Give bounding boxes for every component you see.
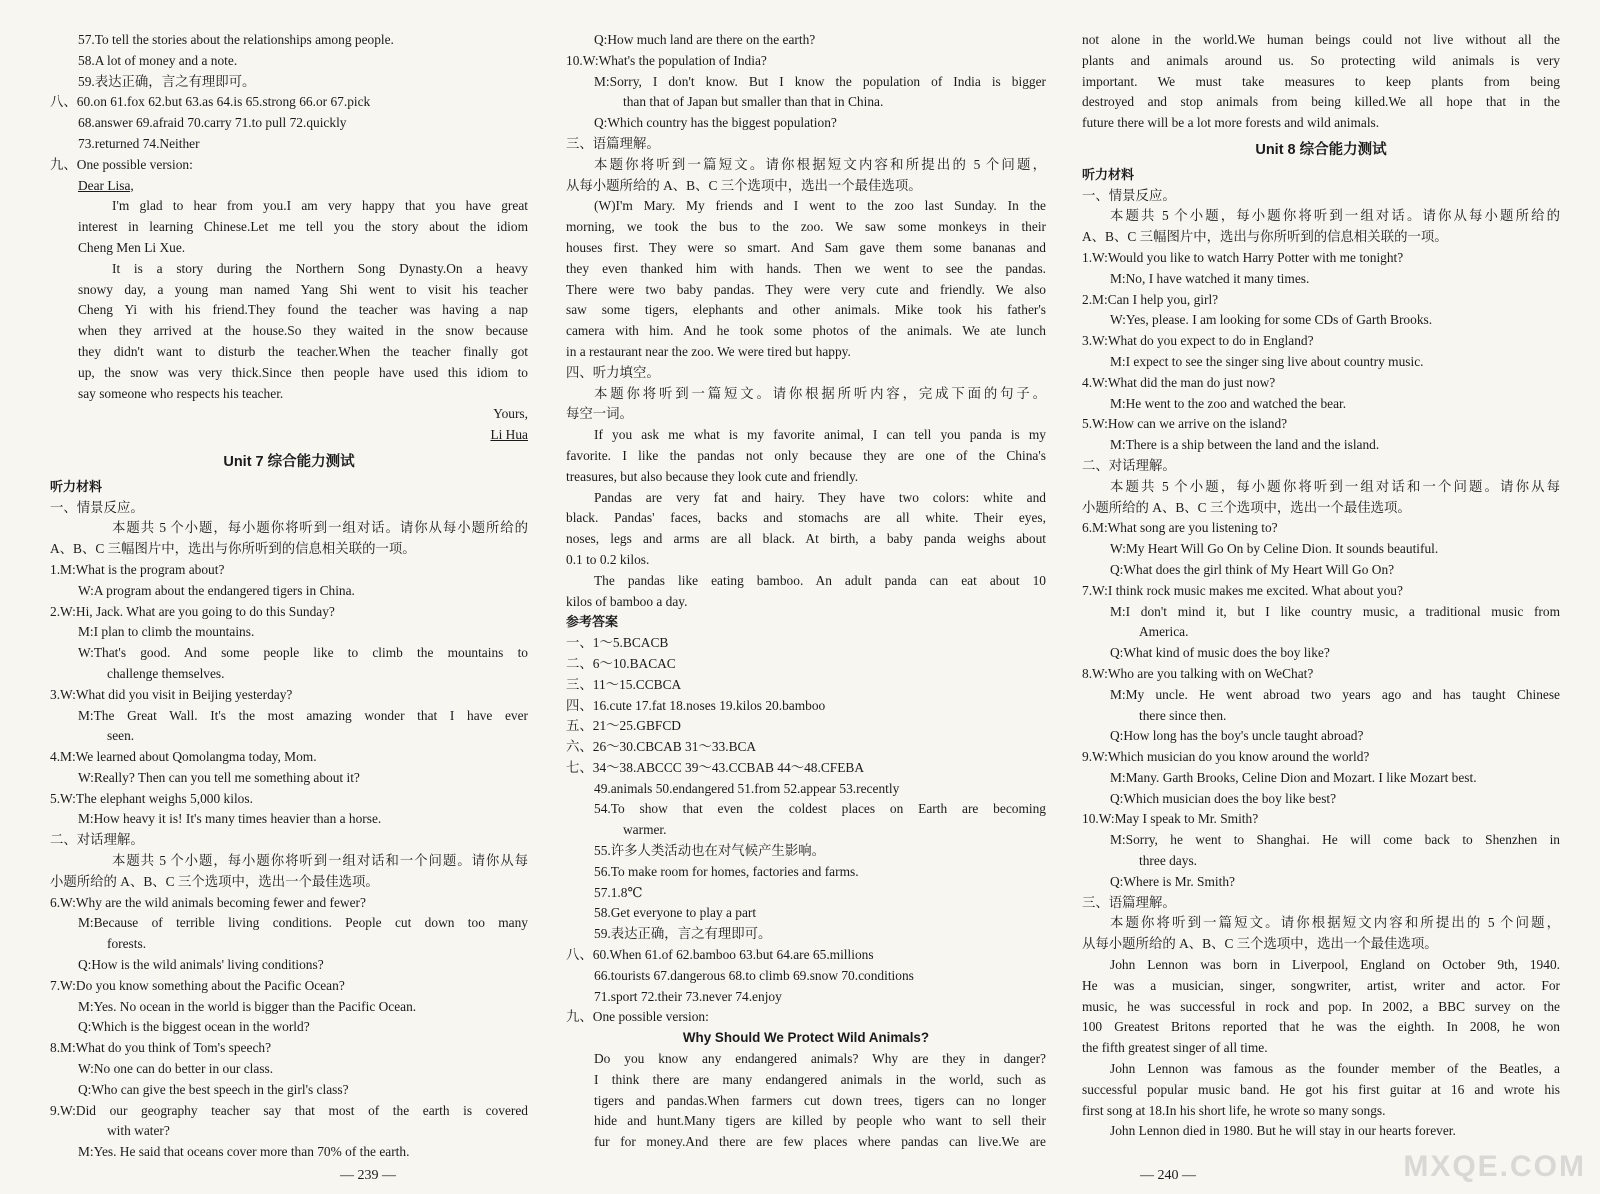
text-line: 本题共 5 个小题，每小题你将听到一组对话和一个问题。请你从每 xyxy=(112,853,528,869)
text-line: A、B、C 三幅图片中，选出与你所听到的信息相关联的一项。 xyxy=(50,541,416,557)
text-line: Q:How is the wild animals' living conditions? xyxy=(78,957,324,973)
text-line: 八、60.on 61.fox 62.but 63.as 64.is 65.strong 66.or 67.pick xyxy=(50,94,371,110)
text-line: M:He went to the zoo and watched the bear. xyxy=(1110,395,1347,411)
text-line: W:No one can do better in our class. xyxy=(78,1061,274,1077)
text-line: noses, legs and arms are all black. At birth, a baby panda weighs about xyxy=(566,531,1046,547)
text-line: 7.W:Do you know something about the Pacific Ocean? xyxy=(50,977,345,993)
text-line: 54.To show that even the coldest places on Earth are becoming xyxy=(594,801,1046,817)
text-line: seen. xyxy=(107,728,135,744)
text-line: 听力材料 xyxy=(50,478,103,494)
text-line: 九、One possible version: xyxy=(50,156,193,172)
text-line: first song at 18.In his short life, he wrote so many songs. xyxy=(1082,1102,1386,1118)
text-line: 49.animals 50.endangered 51.from 52.appear 53.recently xyxy=(594,780,900,796)
text-line: than that of Japan but smaller than that in China. xyxy=(623,94,884,110)
text-line: W:That's good. And some people like to climb the mountains to xyxy=(78,645,528,661)
text-line: 四、16.cute 17.fat 18.noses 19.kilos 20.bamboo xyxy=(566,697,826,713)
text-line: 2.M:Can I help you, girl? xyxy=(1082,291,1219,307)
page-number-right: — 240 — xyxy=(1140,1168,1196,1183)
text-line: Q:What does the girl think of My Heart Will Go On? xyxy=(1110,561,1395,577)
text-line: 6.M:What song are you listening to? xyxy=(1082,520,1278,536)
text-line: plants and animals around us. So protecting wild animals is very xyxy=(1082,52,1560,68)
text-line: 8.W:Who are you talking with on WeChat? xyxy=(1082,665,1314,681)
text-line: 3.W:What did you visit in Beijing yesterday? xyxy=(50,686,293,702)
text-line: when they arrived at the house.So they waited in the snow because xyxy=(78,323,528,339)
text-line: 本题共 5 个小题，每小题你将听到一组对话。请你从每小题所给的 xyxy=(112,520,528,536)
text-line: 73.returned 74.Neither xyxy=(78,135,200,151)
text-line: important. We must take measures to keep plants from being xyxy=(1082,73,1560,89)
text-line: 二、6～10.BACAC xyxy=(566,655,676,671)
text-line: 从每小题所给的 A、B、C 三个选项中，选出一个最佳选项。 xyxy=(566,177,922,193)
text-line: 本题共 5 个小题，每小题你将听到一组对话和一个问题。请你从每 xyxy=(1110,478,1560,494)
text-line: 57.1.8℃ xyxy=(594,884,643,900)
text-line: Cheng Yi with his friend.They found the teacher was having a nap xyxy=(78,302,528,318)
text-line: 6.W:Why are the wild animals becoming fewer and fewer? xyxy=(50,894,366,910)
text-line: W:A program about the endangered tigers in China. xyxy=(78,582,355,598)
text-line: 4.M:We learned about Qomolangma today, Mom. xyxy=(50,749,317,765)
watermark-logo: MXQE.COM xyxy=(1403,1150,1586,1183)
text-line: M:I don't mind it, but I like country music, a traditional music from xyxy=(1110,603,1560,619)
text-line: Q:How long has the boy's uncle taught abroad? xyxy=(1110,728,1364,744)
text-line: Do you know any endangered animals? Why are they in danger? xyxy=(594,1051,1046,1067)
text-line: Q:Where is Mr. Smith? xyxy=(1110,873,1235,889)
text-line: 本题共 5 个小题，每小题你将听到一组对话。请你从每小题所给的 xyxy=(1110,208,1560,224)
text-line: I'm glad to hear from you.I am very happy that you have great xyxy=(112,198,528,214)
text-line: Dear Lisa, xyxy=(78,177,134,193)
text-line: morning, we took the bus to the zoo. We saw some monkeys in their xyxy=(566,219,1046,235)
text-line: houses first. They were so smart. And Sam gave them some bananas and xyxy=(566,239,1046,255)
column-right xyxy=(1082,30,1560,1142)
text-line: John Lennon was famous as the founder member of the Beatles, a xyxy=(1110,1061,1560,1077)
text-line: say someone who respects his teacher. xyxy=(78,385,284,401)
text-line: He was a musician, singer, songwriter, artist, writer and actor. For xyxy=(1082,977,1560,993)
text-line: 本题你将听到一篇短文。请你根据短文内容和所提出的 5 个问题， xyxy=(594,156,1046,172)
text-line: Unit 7 综合能力测试 xyxy=(223,453,355,470)
text-line: M:Because of terrible living conditions. People cut down too many xyxy=(78,915,528,931)
text-line: hide and hunt.Many tigers are killed by people who want to sell their xyxy=(594,1113,1046,1129)
text-line: 本题你将听到一篇短文。请你根据短文内容和所提出的 5 个问题， xyxy=(1110,915,1560,931)
text-line: not alone in the world.We human beings could not live without all the xyxy=(1082,32,1560,47)
text-line: The pandas like eating bamboo. An adult panda can eat about 10 xyxy=(594,572,1046,588)
text-line: It is a story during the Northern Song Dynasty.On a heavy xyxy=(112,260,528,276)
text-line: 10.W:May I speak to Mr. Smith? xyxy=(1082,811,1259,827)
text-line: John Lennon died in 1980. But he will stay in our hearts forever. xyxy=(1110,1123,1456,1139)
text-line: Yours, xyxy=(493,406,528,422)
text-line: 七、34～38.ABCCC 39～43.CCBAB 44～48.CFEBA xyxy=(566,759,864,775)
text-line: America. xyxy=(1139,624,1189,640)
text-line: 55.许多人类活动也在对气候产生影响。 xyxy=(594,843,825,859)
text-line: 小题所给的 A、B、C 三个选项中，选出一个最佳选项。 xyxy=(1082,499,1411,515)
text-line: Q:Who can give the best speech in the girl's class? xyxy=(78,1081,349,1097)
text-line: 一、1～5.BCACB xyxy=(566,635,669,651)
text-line: destroyed and stop animals from being killed.We all hope that in the xyxy=(1082,94,1560,110)
text-line: 56.To make room for homes, factories and farms. xyxy=(594,863,859,879)
text-line: tigers and pandas.When farmers cut down trees, tigers can no longer xyxy=(594,1092,1046,1108)
text-line: M:Yes. He said that oceans cover more than 70% of the earth. xyxy=(78,1144,410,1160)
text-line: 六、26～30.CBCAB 31～33.BCA xyxy=(566,739,757,755)
text-line: W:My Heart Will Go On by Celine Dion. It sounds beautiful. xyxy=(1110,541,1439,557)
text-line: 58.A lot of money and a note. xyxy=(78,52,238,68)
text-line: Why Should We Protect Wild Animals? xyxy=(682,1030,930,1046)
text-line: 7.W:I think rock music makes me excited. What about you? xyxy=(1082,582,1403,598)
column-middle xyxy=(566,30,1046,1153)
text-line: M:The Great Wall. It's the most amazing wonder that I have ever xyxy=(78,707,528,723)
text-line: music, he was successful in rock and pop. In 2002, a BBC survey on the xyxy=(1082,998,1560,1014)
text-line: 10.W:What's the population of India? xyxy=(566,52,767,68)
text-line: John Lennon was born in Liverpool, England on October 9th, 1940. xyxy=(1110,957,1560,973)
text-line: 四、听力填空。 xyxy=(566,364,660,380)
text-line: M:Sorry, he went to Shanghai. He will come back to Shenzhen in xyxy=(1110,832,1560,848)
text-line: 71.sport 72.their 73.never 74.enjoy xyxy=(594,988,782,1004)
text-line: M:My uncle. He went abroad two years ago and has taught Chinese xyxy=(1110,686,1560,702)
text-line: favorite. I like the pandas not only because they are one of the China's xyxy=(566,447,1046,463)
text-line: 三、语篇理解。 xyxy=(566,135,660,151)
text-line: M:Yes. No ocean in the world is bigger than the Pacific Ocean. xyxy=(78,998,417,1014)
text-line: Unit 8 综合能力测试 xyxy=(1255,141,1387,158)
text-line: 三、11～15.CCBCA xyxy=(566,676,682,692)
text-line: fur for money.And there are few places where pandas can live.We are xyxy=(594,1134,1046,1150)
text-line: 参考答案 xyxy=(566,614,619,630)
text-line: M:Sorry, I don't know. But I know the population of India is bigger xyxy=(594,73,1046,89)
text-line: M:Many. Garth Brooks, Celine Dion and Mozart. I like Mozart best. xyxy=(1110,769,1477,785)
text-line: Q:Which country has the biggest population? xyxy=(594,115,837,131)
text-line: M:No, I have watched it many times. xyxy=(1110,270,1310,286)
text-line: 68.answer 69.afraid 70.carry 71.to pull 72.quickly xyxy=(78,115,347,131)
text-line: 8.M:What do you think of Tom's speech? xyxy=(50,1040,272,1056)
text-line: 59.表达正确，言之有理即可。 xyxy=(78,73,256,89)
text-line: interest in learning Chinese.Let me tell you the story about the idiom xyxy=(78,219,528,235)
text-line: 二、对话理解。 xyxy=(1082,457,1176,473)
text-line: camera with him. And he took some photos of the animals. We ate lunch xyxy=(566,323,1046,339)
text-line: 小题所给的 A、B、C 三个选项中，选出一个最佳选项。 xyxy=(50,873,379,889)
text-line: 3.W:What do you expect to do in England? xyxy=(1082,333,1314,349)
text-line: 听力材料 xyxy=(1082,166,1135,182)
text-line: If you ask me what is my favorite animal, I can tell you panda is my xyxy=(594,427,1046,443)
page-number-left: — 239 — xyxy=(340,1168,396,1183)
text-line: kilos of bamboo a day. xyxy=(566,593,688,609)
text-line: the fifth greatest singer of all time. xyxy=(1082,1040,1268,1056)
text-line: I think there are many endangered animals in the world, such as xyxy=(594,1071,1046,1087)
text-line: 三、语篇理解。 xyxy=(1082,894,1176,910)
text-line: Q:Which musician does the boy like best? xyxy=(1110,790,1337,806)
text-line: 5.W:How can we arrive on the island? xyxy=(1082,416,1288,432)
text-line: W:Really? Then can you tell me something about it? xyxy=(78,769,360,785)
text-line: 100 Greatest Britons reported that he was the eighth. In 2008, he won xyxy=(1082,1019,1560,1035)
text-line: (W)I'm Mary. My friends and I went to the zoo last Sunday. In the xyxy=(594,198,1046,214)
text-line: Li Hua xyxy=(490,427,528,443)
text-line: they even thanked him with hands. Then we went to see the pandas. xyxy=(566,260,1046,276)
text-line: Pandas are very fat and hairy. They have two colors: white and xyxy=(594,489,1046,505)
text-line: 本题你将听到一篇短文。请你根据所听内容，完成下面的句子。 xyxy=(594,385,1046,401)
text-line: 9.W:Which musician do you know around the world? xyxy=(1082,749,1370,765)
text-line: up, the snow was very thick.Since then people have used this idiom to xyxy=(78,364,528,380)
text-line: future there will be a lot more forests and wild animals. xyxy=(1082,115,1380,131)
text-line: with water? xyxy=(107,1123,170,1139)
text-line: 五、21～25.GBFCD xyxy=(566,718,681,734)
text-line: Q:What kind of music does the boy like? xyxy=(1110,645,1330,661)
text-line: saw some tigers, elephants and other animals. Mike took his father's xyxy=(566,302,1046,318)
text-line: 每空一词。 xyxy=(566,406,633,422)
text-line: successful popular music band. He got his first guitar at 16 and wrote his xyxy=(1082,1081,1560,1097)
text-line: 从每小题所给的 A、B、C 三个选项中，选出一个最佳选项。 xyxy=(1082,936,1438,952)
text-line: snowy day, a young man named Yang Shi went to visit his teacher xyxy=(78,281,528,297)
text-line: 一、情景反应。 xyxy=(1082,187,1176,203)
text-line: 4.W:What did the man do just now? xyxy=(1082,374,1276,390)
text-line: 57.To tell the stories about the relationships among people. xyxy=(78,32,394,47)
text-line: Q:How much land are there on the earth? xyxy=(594,32,816,47)
text-line: 九、One possible version: xyxy=(566,1009,709,1025)
text-line: M:I expect to see the singer sing live about country music. xyxy=(1110,353,1424,369)
text-line: 2.W:Hi, Jack. What are you going to do this Sunday? xyxy=(50,603,335,619)
text-line: There were two baby pandas. They were very cute and friendly. We also xyxy=(566,281,1046,297)
text-line: M:I plan to climb the mountains. xyxy=(78,624,255,640)
text-line: warmer. xyxy=(623,822,667,838)
text-line: 66.tourists 67.dangerous 68.to climb 69.snow 70.conditions xyxy=(594,967,914,983)
text-line: there since then. xyxy=(1139,707,1227,723)
text-line: three days. xyxy=(1139,853,1198,869)
text-line: A、B、C 三幅图片中，选出与你所听到的信息相关联的一项。 xyxy=(1082,229,1448,245)
text-line: forests. xyxy=(107,936,147,952)
text-line: M:There is a ship between the land and the island. xyxy=(1110,437,1380,453)
text-line: 58.Get everyone to play a part xyxy=(594,905,757,921)
text-line: 八、60.When 61.of 62.bamboo 63.but 64.are 65.millions xyxy=(566,947,874,963)
text-line: in a restaurant near the zoo. We were tired but happy. xyxy=(566,343,851,359)
text-line: treasures, but also because they look cute and friendly. xyxy=(566,468,859,484)
text-line: black. Pandas' faces, backs and stomachs are all white. Their eyes, xyxy=(566,510,1046,526)
text-line: M:How heavy it is! It's many times heavier than a horse. xyxy=(78,811,382,827)
text-line: Q:Which is the biggest ocean in the world? xyxy=(78,1019,310,1035)
text-line: 59.表达正确，言之有理即可。 xyxy=(594,926,772,942)
text-line: 二、对话理解。 xyxy=(50,832,144,848)
text-line: they didn't want to disturb the teacher.When the teacher finally got xyxy=(78,343,528,359)
text-line: challenge themselves. xyxy=(107,665,225,681)
text-line: Cheng Men Li Xue. xyxy=(78,239,186,255)
text-line: W:Yes, please. I am looking for some CDs of Garth Brooks. xyxy=(1110,312,1433,328)
text-line: 1.M:What is the program about? xyxy=(50,561,225,577)
column-left xyxy=(50,30,528,1163)
text-line: 9.W:Did our geography teacher say that most of the earth is covered xyxy=(50,1102,528,1118)
text-line: 1.W:Would you like to watch Harry Potter with me tonight? xyxy=(1082,249,1404,265)
text-line: 0.1 to 0.2 kilos. xyxy=(566,551,650,567)
text-line: 5.W:The elephant weighs 5,000 kilos. xyxy=(50,790,253,806)
text-line: 一、情景反应。 xyxy=(50,499,144,515)
